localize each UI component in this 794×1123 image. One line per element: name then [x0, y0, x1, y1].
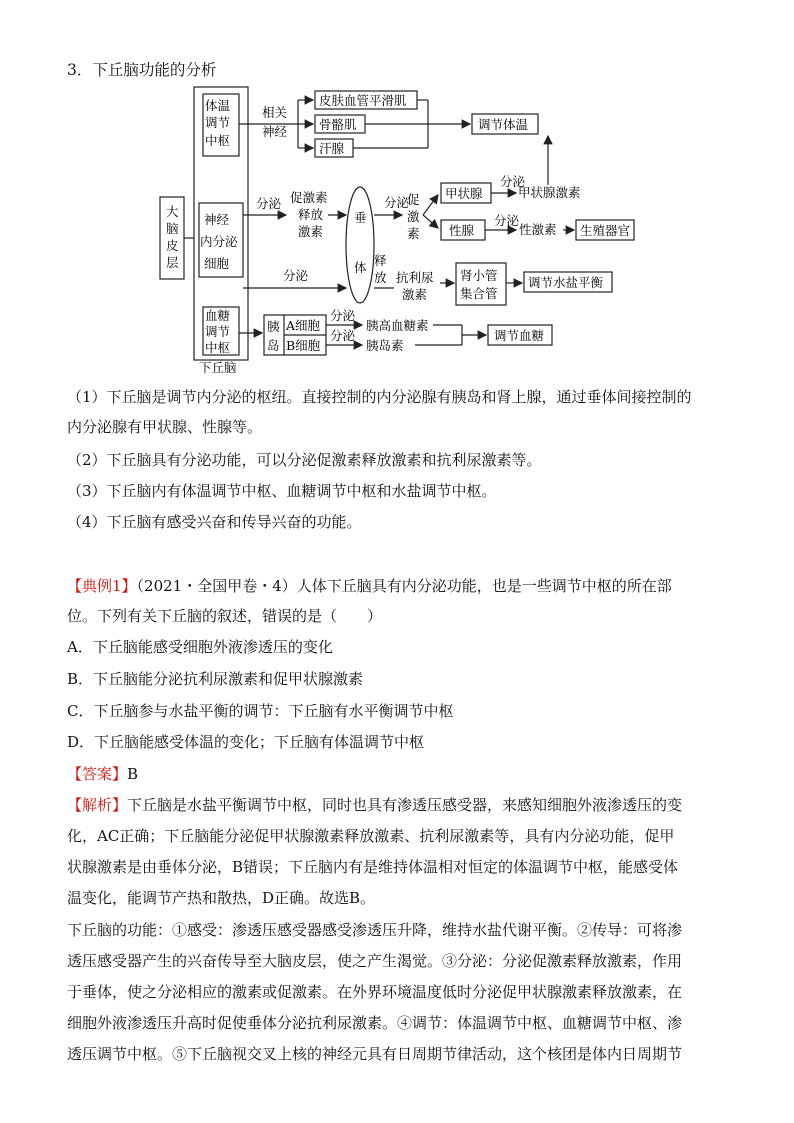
releasing-text: 促激素	[290, 190, 328, 205]
glucose-center-text: 血糖	[205, 308, 231, 323]
adh-text: 抗利尿	[396, 270, 434, 285]
analysis-line-7: 于垂体，使之分泌相应的激素或促激素。在外界环境温度低时分泌促甲状腺激素释放激素，在	[67, 983, 683, 1001]
section-title: 3．下丘脑功能的分析	[67, 61, 217, 79]
related-nerve: 神经	[262, 124, 288, 139]
muscle-text: 骨骼肌	[319, 117, 357, 132]
answer-value: B	[127, 765, 139, 783]
glucose-center-text: 中枢	[205, 340, 231, 355]
hypothalamus-diagram	[0, 0, 794, 380]
analysis-tag: 【解析】	[67, 796, 128, 814]
analysis-line-3: 状腺激素是由垂体分泌，B错误；下丘脑内有是维持体温相对恒定的体温调节中枢，能感受体	[67, 858, 679, 876]
example-tag: 【典例1】	[67, 577, 137, 595]
pituitary-text: 垂	[354, 210, 367, 225]
a-cell-text: A细胞	[286, 318, 321, 333]
adh-text: 激素	[402, 287, 428, 302]
analysis-line-9: 透压调节中枢。⑤下丘脑视交叉上核的神经元具有日周期节律活动，这个核团是体内日周期节	[67, 1045, 683, 1063]
analysis-line-8: 细胞外液渗透压升高时促使垂体分泌抗利尿激素。④调节：体温调节中枢、血糖调节中枢、渗	[67, 1014, 683, 1032]
islet-text: 胰	[267, 319, 280, 334]
release-text: 放	[374, 270, 387, 285]
thyroid-text: 甲状腺	[445, 186, 483, 201]
analysis-line-1	[67, 795, 682, 815]
example-stem: （2021・全国甲卷・4）人体下丘脑具有内分泌功能，也是一些调节中枢的所在部	[136, 577, 672, 595]
adjust-temp-text: 调节体温	[478, 117, 529, 132]
cortex-char: 皮	[166, 238, 179, 253]
cortex-char: 脑	[166, 221, 179, 236]
releasing-text: 激素	[298, 224, 324, 239]
sweat-text: 汗腺	[319, 141, 345, 156]
analysis-line-2: 化，AC正确；下丘脑能分泌促甲状腺激素释放激素、抗利尿激素等，具有内分泌功能，促甲	[67, 827, 675, 845]
temp-center-text: 中枢	[205, 133, 231, 148]
tropic-text: 素	[407, 226, 420, 241]
sex-hormone-text: 性激素	[519, 222, 557, 237]
analysis-text: 下丘脑是水盐平衡调节中枢，同时也具有渗透压感受器，来感知细胞外液渗透压的变	[127, 796, 683, 814]
answer-tag: 【答案】	[67, 765, 128, 783]
pituitary-text: 体	[354, 260, 367, 275]
releasing-text: 释放	[298, 207, 324, 222]
secrete-label: 分泌	[256, 196, 282, 211]
related-nerve: 相关	[262, 105, 288, 120]
reproductive-text: 生殖器官	[580, 223, 631, 238]
secrete-label: 分泌	[330, 308, 356, 323]
tropic-text: 促	[407, 192, 420, 207]
b-cell-text: B细胞	[286, 338, 321, 353]
thyroxine-text: 甲状腺激素	[518, 185, 581, 200]
analysis-line-4: 温变化，能调节产热和散热，D正确。故选B。	[67, 889, 376, 907]
glucagon-text: 胰高血糖素	[366, 318, 429, 333]
neuroendocrine-text: 细胞	[204, 256, 230, 271]
point-2: （2）下丘脑具有分泌功能，可以分泌促激素释放激素和抗利尿激素等。	[67, 451, 542, 469]
adjust-water-text: 调节水盐平衡	[528, 275, 604, 290]
islet-text: 岛	[267, 338, 280, 353]
secrete-label: 分泌	[500, 174, 526, 189]
gonad-text: 性腺	[449, 223, 475, 238]
release-text: 释	[374, 253, 387, 268]
temp-center-text: 调节	[205, 115, 231, 130]
neuroendocrine-text: 神经	[204, 212, 230, 227]
analysis-line-5: 下丘脑的功能：①感受：渗透压感受器感受渗透压升降，维持水盐代谢平衡。②传导：可将渗	[67, 921, 683, 939]
cortex-char: 层	[166, 255, 179, 270]
skin-text: 皮肤血管平滑肌	[319, 93, 407, 108]
point-1b: 内分泌腺有甲状腺、性腺等。	[67, 418, 263, 436]
glucose-center-text: 调节	[205, 324, 231, 339]
answer-line	[67, 764, 138, 784]
point-3: （3）下丘脑内有体温调节中枢、血糖调节中枢和水盐调节中枢。	[67, 482, 497, 500]
secrete-label: 分泌	[384, 195, 410, 210]
point-4: （4）下丘脑有感受兴奋和传导兴奋的功能。	[67, 513, 362, 531]
cortex-char: 大	[166, 204, 179, 219]
point-1a: （1）下丘脑是调节内分泌的枢纽。直接控制的内分泌腺有胰岛和肾上腺，通过垂体间接控制的	[67, 388, 692, 406]
insulin-text: 胰岛素	[366, 338, 404, 353]
temp-center-text: 体温	[205, 98, 231, 113]
adjust-glucose-text: 调节血糖	[494, 328, 545, 343]
example-line-2: 位。下列有关下丘脑的叙述，错误的是（ ）	[67, 607, 383, 625]
tropic-text: 激	[407, 209, 420, 224]
hypothalamus-label: 下丘脑	[199, 360, 237, 375]
option-d: D．下丘脑能感受体温的变化；下丘脑有体温调节中枢	[67, 733, 425, 751]
secrete-label: 分泌	[283, 268, 309, 283]
neuroendocrine-text: 内分泌	[200, 234, 238, 249]
analysis-line-6: 透压感受器产生的兴奋传导至大脑皮层，使之产生渴觉。③分泌：分泌促激素释放激素，作用	[67, 952, 683, 970]
pituitary-ellipse	[346, 187, 374, 303]
secrete-label: 分泌	[330, 328, 356, 343]
option-c: C．下丘脑参与水盐平衡的调节：下丘脑有水平衡调节中枢	[67, 702, 454, 720]
option-a: A．下丘脑能感受细胞外液渗透压的变化	[67, 638, 333, 656]
kidney-text: 集合管	[460, 286, 498, 301]
option-b: B．下丘脑能分泌抗利尿激素和促甲状腺激素	[67, 670, 364, 688]
secrete-label: 分泌	[494, 213, 520, 228]
example-line-1	[67, 576, 672, 596]
kidney-text: 肾小管	[460, 268, 498, 283]
